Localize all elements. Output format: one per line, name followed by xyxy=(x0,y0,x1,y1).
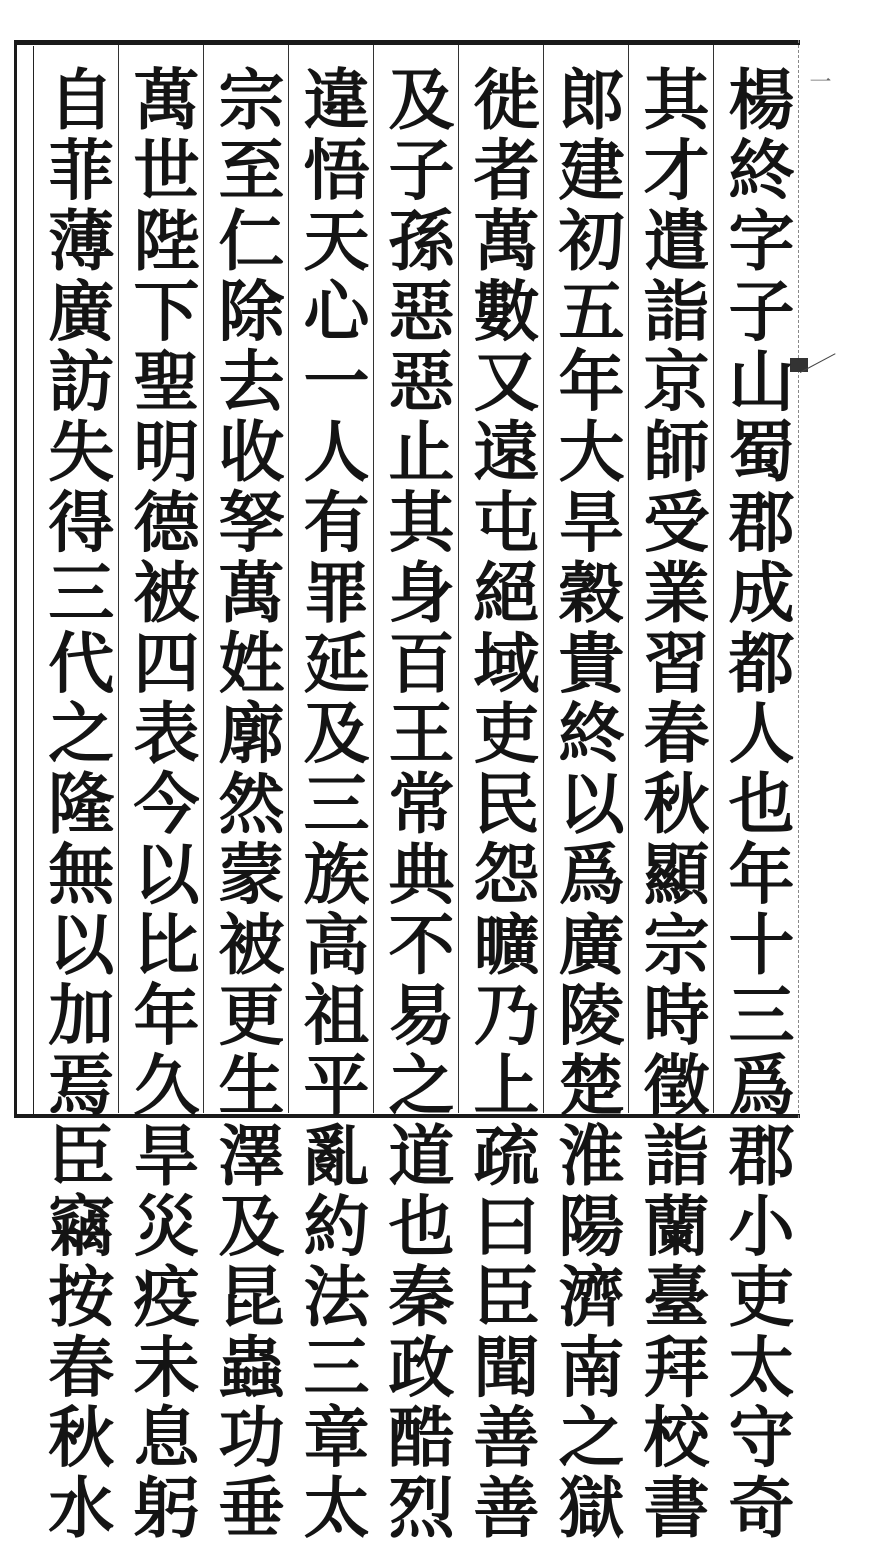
column-text: 及子孫惡惡止其身百王常典不易之道也秦政酷烈 xyxy=(377,65,455,1543)
edge-glyph: 一 xyxy=(806,70,831,92)
text-column-2 xyxy=(628,45,713,1543)
column-text: 自菲薄廣訪失得三代之隆無以加焉臣竊按春秋水 xyxy=(36,65,115,1543)
page-cut-edge xyxy=(798,40,800,1118)
text-column-9 xyxy=(34,45,118,1543)
text-column-8 xyxy=(118,45,203,1543)
text-columns xyxy=(36,45,798,1543)
column-text: 楊終字子山蜀郡成都人也年十三爲郡小吏太守奇 xyxy=(717,65,795,1543)
text-column-1 xyxy=(713,45,798,1543)
text-column-6 xyxy=(288,45,373,1543)
column-text: 宗至仁除去收孥萬姓廓然蒙被更生澤及昆蟲功垂 xyxy=(207,65,285,1543)
column-text: 其才遣詣京師受業習春秋顯宗時徵詣蘭臺拜校書 xyxy=(632,65,710,1543)
text-column-4 xyxy=(458,45,543,1543)
column-text: 郎建初五年大旱穀貴終以爲廣陵楚淮陽濟南之獄 xyxy=(547,65,625,1543)
column-text: 徙者萬數又遠屯絕域吏民怨曠乃上疏曰臣聞善善 xyxy=(462,65,540,1543)
text-column-3 xyxy=(543,45,628,1543)
text-column-7 xyxy=(203,45,288,1543)
column-text: 違悟天心一人有罪延及三族高祖平亂約法三章太 xyxy=(292,65,370,1543)
text-column-5 xyxy=(373,45,458,1543)
column-text: 萬世陛下聖明德被四表今以比年久旱災疫未息躬 xyxy=(122,65,200,1543)
